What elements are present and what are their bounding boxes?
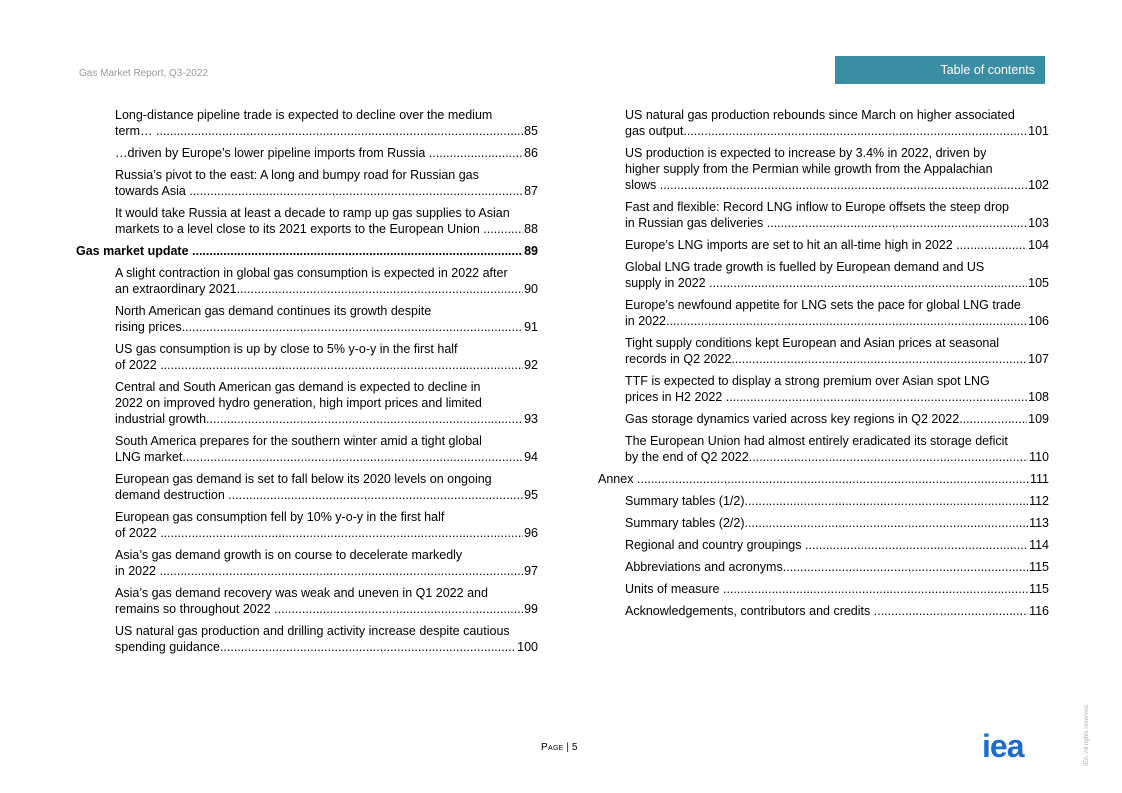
toc-entry-leader-line bbox=[625, 123, 1049, 139]
toc-entry-leader-line bbox=[625, 603, 1049, 619]
toc-entry[interactable] bbox=[76, 243, 538, 259]
toc-entry-leader-line bbox=[625, 581, 1049, 597]
toc-entry[interactable] bbox=[76, 547, 538, 579]
dot-leader bbox=[805, 537, 1028, 553]
toc-entry-title: by the end of Q2 2022 bbox=[625, 450, 749, 464]
dot-leader bbox=[683, 123, 1027, 139]
toc-entry-title: towards Asia bbox=[115, 184, 190, 198]
toc-entry-leader-line bbox=[115, 281, 538, 297]
toc-entry-title: Europe’s LNG imports are set to hit an all-time high in 2022 bbox=[625, 238, 957, 252]
toc-entry-title: Summary tables (2/2) bbox=[625, 516, 745, 530]
toc-entry[interactable] bbox=[598, 297, 1049, 329]
toc-entry[interactable] bbox=[598, 471, 1049, 487]
toc-entry-leader-line bbox=[625, 237, 1049, 253]
toc-entry-title: LNG market bbox=[115, 450, 183, 464]
toc-page-number: 104 bbox=[1028, 238, 1049, 252]
dot-leader bbox=[483, 221, 523, 237]
toc-page-number: 101 bbox=[1028, 124, 1049, 138]
toc-entry[interactable] bbox=[598, 107, 1049, 139]
toc-entry-title: markets to a level close to its 2021 exports to the European Union bbox=[115, 222, 484, 236]
toc-entry-leader-line bbox=[625, 313, 1049, 329]
dot-leader bbox=[723, 581, 1028, 597]
dot-leader bbox=[228, 487, 523, 503]
toc-page-number: 112 bbox=[1029, 494, 1049, 508]
toc-entry[interactable] bbox=[76, 379, 538, 427]
dot-leader bbox=[182, 449, 523, 465]
toc-entry-line: It would take Russia at least a decade to ramp up gas supplies to Asian bbox=[115, 206, 510, 220]
toc-entry-leader-line bbox=[115, 123, 538, 139]
toc-entry-line: Europe’s newfound appetite for LNG sets the pace for global LNG trade bbox=[625, 298, 1021, 312]
toc-entry-leader-line bbox=[115, 601, 538, 617]
toc-entry-line: A slight contraction in global gas consumption is expected in 2022 after bbox=[115, 266, 508, 280]
toc-entry-line: Russia’s pivot to the east: A long and bumpy road for Russian gas bbox=[115, 168, 479, 182]
dot-leader bbox=[637, 471, 1029, 487]
toc-entry-leader-line bbox=[625, 493, 1049, 509]
toc-entry[interactable] bbox=[76, 433, 538, 465]
toc-entry-line: European gas consumption fell by 10% y-o-y in the first half bbox=[115, 510, 445, 524]
toc-page-number: 94 bbox=[524, 450, 538, 464]
toc-entry-leader-line bbox=[625, 411, 1049, 427]
dot-leader bbox=[182, 319, 523, 335]
toc-entry[interactable] bbox=[598, 199, 1049, 231]
toc-entry[interactable] bbox=[598, 335, 1049, 367]
toc-entry-title: in 2022 bbox=[625, 314, 667, 328]
dot-leader bbox=[783, 559, 1028, 575]
toc-entry[interactable] bbox=[598, 537, 1049, 553]
toc-entry-title: of 2022 bbox=[115, 526, 161, 540]
toc-page-number: 95 bbox=[524, 488, 538, 502]
toc-entry-leader-line bbox=[115, 411, 538, 427]
toc-entry[interactable] bbox=[598, 603, 1049, 619]
toc-entry[interactable] bbox=[598, 145, 1049, 193]
toc-page-number: 96 bbox=[524, 526, 538, 540]
toc-entry[interactable] bbox=[598, 559, 1049, 575]
toc-entry-leader-line bbox=[76, 243, 538, 259]
toc-entry-leader-line bbox=[115, 221, 538, 237]
toc-entry-title: in 2022 bbox=[115, 564, 160, 578]
iea-logo-text: iea bbox=[982, 733, 1024, 761]
toc-entry-title: …driven by Europe’s lower pipeline imports from Russia bbox=[115, 146, 429, 160]
toc-entry-line: North American gas demand continues its growth despite bbox=[115, 304, 432, 318]
toc-entry-line: Asia’s gas demand recovery was weak and uneven in Q1 2022 and bbox=[115, 586, 488, 600]
toc-entry-leader-line bbox=[115, 449, 538, 465]
dot-leader bbox=[749, 449, 1028, 465]
toc-entry[interactable] bbox=[76, 471, 538, 503]
toc-entry-leader-line bbox=[598, 471, 1049, 487]
toc-entry-line: higher supply from the Permian while growth from the Appalachian bbox=[625, 162, 993, 176]
toc-entry-title: prices in H2 2022 bbox=[625, 390, 726, 404]
toc-page-number: 102 bbox=[1028, 178, 1049, 192]
toc-entry[interactable] bbox=[76, 341, 538, 373]
toc-entry-line: Asia’s gas demand growth is on course to decelerate markedly bbox=[115, 548, 463, 562]
toc-page-number: 100 bbox=[517, 640, 538, 654]
toc-entry-title: term… bbox=[115, 124, 156, 138]
toc-entry-title: Acknowledgements, contributors and credits bbox=[625, 604, 874, 618]
toc-entry-line: Tight supply conditions kept European and Asian prices at seasonal bbox=[625, 336, 1000, 350]
dot-leader bbox=[160, 525, 523, 541]
toc-entry[interactable] bbox=[598, 581, 1049, 597]
toc-entry-line: TTF is expected to display a strong premium over Asian spot LNG bbox=[625, 374, 990, 388]
toc-entry[interactable] bbox=[76, 509, 538, 541]
page-label: Page bbox=[541, 742, 564, 753]
toc-page-number: 103 bbox=[1028, 216, 1049, 230]
page-number-footer bbox=[541, 742, 577, 753]
toc-page-number: 86 bbox=[524, 146, 538, 160]
toc-page-number: 113 bbox=[1029, 516, 1049, 530]
page-number: 5 bbox=[571, 742, 578, 753]
toc-page-number: 110 bbox=[1029, 450, 1049, 464]
toc-entry[interactable] bbox=[76, 167, 538, 199]
toc-page-number: 85 bbox=[524, 124, 538, 138]
dot-leader bbox=[666, 313, 1027, 329]
toc-entry-title: records in Q2 2022 bbox=[625, 352, 732, 366]
toc-entry[interactable] bbox=[76, 145, 538, 161]
toc-entry-leader-line bbox=[115, 319, 538, 335]
toc-right-column bbox=[598, 107, 1049, 625]
toc-page-number: 115 bbox=[1029, 560, 1049, 574]
report-title: Gas Market Report, Q3-2022 bbox=[79, 68, 208, 79]
toc-entry-line: US natural gas production rebounds since March on higher associated bbox=[625, 108, 1015, 122]
toc-entry-title: remains so throughout 2022 bbox=[115, 602, 275, 616]
toc-entry-title: demand destruction bbox=[115, 488, 229, 502]
toc-entry[interactable] bbox=[76, 623, 538, 655]
toc-entry-title: Summary tables (1/2) bbox=[625, 494, 745, 508]
toc-entry[interactable] bbox=[598, 411, 1049, 427]
toc-entry-leader-line bbox=[115, 145, 538, 161]
toc-entry-leader-line bbox=[625, 449, 1049, 465]
toc-entry-line: Fast and flexible: Record LNG inflow to Europe offsets the steep drop bbox=[625, 200, 1010, 214]
dot-leader bbox=[874, 603, 1028, 619]
dot-leader bbox=[237, 281, 523, 297]
toc-entry-title: Gas market update bbox=[76, 244, 193, 258]
toc-entry-leader-line bbox=[115, 183, 538, 199]
iea-logo bbox=[982, 733, 1046, 766]
toc-entry-leader-line bbox=[625, 389, 1049, 405]
toc-entry-leader-line bbox=[625, 177, 1049, 193]
toc-page-number: 89 bbox=[524, 244, 538, 258]
section-badge: Table of contents bbox=[835, 56, 1045, 84]
dot-leader bbox=[956, 237, 1027, 253]
toc-entry-line: US production is expected to increase by 3.4% in 2022, driven by bbox=[625, 146, 987, 160]
toc-entry[interactable] bbox=[598, 515, 1049, 531]
toc-entry-title: rising prices bbox=[115, 320, 182, 334]
toc-page-number: 108 bbox=[1028, 390, 1049, 404]
dot-leader bbox=[206, 411, 523, 427]
toc-entry-title: Annex bbox=[598, 472, 637, 486]
toc-page-number: 107 bbox=[1028, 352, 1049, 366]
dot-leader bbox=[159, 563, 523, 579]
toc-page-number: 99 bbox=[524, 602, 538, 616]
rights-notice: IEA. All rights reserved. bbox=[1084, 703, 1090, 766]
toc-page-number: 91 bbox=[524, 320, 538, 334]
toc-page-number: 87 bbox=[524, 184, 538, 198]
toc-entry-title: Abbreviations and acronyms bbox=[625, 560, 783, 574]
toc-entry-line: Central and South American gas demand is expected to decline in bbox=[115, 380, 481, 394]
toc-page-number: 106 bbox=[1028, 314, 1049, 328]
toc-entry-leader-line bbox=[115, 487, 538, 503]
toc-entry[interactable] bbox=[76, 303, 538, 335]
iea-logo-mark bbox=[982, 733, 1046, 761]
toc-entry[interactable] bbox=[76, 205, 538, 237]
toc-entry-leader-line bbox=[115, 563, 538, 579]
toc-entry[interactable] bbox=[76, 585, 538, 617]
toc-entry-leader-line bbox=[625, 215, 1049, 231]
toc-entry-line: European gas demand is set to fall below its 2020 levels on ongoing bbox=[115, 472, 492, 486]
toc-page-number: 115 bbox=[1029, 582, 1049, 596]
dot-leader bbox=[726, 389, 1027, 405]
toc-entry-line: The European Union had almost entirely eradicated its storage deficit bbox=[625, 434, 1008, 448]
toc-page-number: 97 bbox=[524, 564, 538, 578]
dot-leader bbox=[156, 123, 523, 139]
toc-page-number: 114 bbox=[1029, 538, 1049, 552]
toc-entry-leader-line bbox=[115, 357, 538, 373]
toc-entry-title: industrial growth bbox=[115, 412, 207, 426]
toc-page-number: 90 bbox=[524, 282, 538, 296]
toc-entry[interactable] bbox=[76, 265, 538, 297]
toc-entry-title: spending guidance bbox=[115, 640, 220, 654]
toc-entry-title: Units of measure bbox=[625, 582, 723, 596]
dot-leader bbox=[744, 515, 1028, 531]
toc-page-number: 105 bbox=[1028, 276, 1049, 290]
toc-entry-title: Regional and country groupings bbox=[625, 538, 805, 552]
dot-leader bbox=[744, 493, 1028, 509]
toc-entry-title: slows bbox=[625, 178, 660, 192]
toc-page-number: 109 bbox=[1028, 412, 1049, 426]
toc-entry[interactable] bbox=[598, 433, 1049, 465]
toc-page-number: 116 bbox=[1029, 604, 1049, 618]
toc-entry-leader-line bbox=[625, 275, 1049, 291]
dot-leader bbox=[429, 145, 523, 161]
toc-entry-leader-line bbox=[625, 515, 1049, 531]
toc-entry[interactable] bbox=[598, 259, 1049, 291]
toc-entry-line: Global LNG trade growth is fuelled by European demand and US bbox=[625, 260, 985, 274]
dot-leader bbox=[709, 275, 1027, 291]
dot-leader bbox=[274, 601, 523, 617]
dot-leader bbox=[731, 351, 1027, 367]
page-separator: | bbox=[563, 742, 572, 753]
toc-entry[interactable] bbox=[598, 237, 1049, 253]
toc-entry-title: in Russian gas deliveries bbox=[625, 216, 767, 230]
dot-leader bbox=[660, 177, 1027, 193]
toc-left-column bbox=[76, 107, 538, 661]
toc-entry-leader-line bbox=[115, 639, 538, 655]
toc-entry-leader-line bbox=[625, 351, 1049, 367]
toc-page-number: 93 bbox=[524, 412, 538, 426]
dot-leader bbox=[959, 411, 1027, 427]
toc-entry-title: supply in 2022 bbox=[625, 276, 710, 290]
toc-entry-leader-line bbox=[115, 525, 538, 541]
toc-entry-line: 2022 on improved hydro generation, high import prices and limited bbox=[115, 396, 482, 410]
toc-page-number: 111 bbox=[1029, 472, 1049, 486]
toc-page-number: 88 bbox=[524, 222, 538, 236]
toc-page-number: 92 bbox=[524, 358, 538, 372]
dot-leader bbox=[160, 357, 523, 373]
toc-entry[interactable] bbox=[598, 373, 1049, 405]
toc-entry-line: Long-distance pipeline trade is expected to decline over the medium bbox=[115, 108, 493, 122]
toc-entry-title: an extraordinary 2021 bbox=[115, 282, 237, 296]
toc-entry-title: of 2022 bbox=[115, 358, 161, 372]
toc-entry-title: gas output bbox=[625, 124, 684, 138]
toc-entry-leader-line bbox=[625, 559, 1049, 575]
toc-entry-line: US gas consumption is up by close to 5% y-o-y in the first half bbox=[115, 342, 458, 356]
toc-entry[interactable] bbox=[76, 107, 538, 139]
toc-entry-line: South America prepares for the southern winter amid a tight global bbox=[115, 434, 482, 448]
dot-leader bbox=[220, 639, 516, 655]
dot-leader bbox=[189, 183, 523, 199]
dot-leader bbox=[767, 215, 1027, 231]
toc-entry-line: US natural gas production and drilling activity increase despite cautious bbox=[115, 624, 510, 638]
toc-entry[interactable] bbox=[598, 493, 1049, 509]
dot-leader bbox=[192, 243, 523, 259]
toc-entry-leader-line bbox=[625, 537, 1049, 553]
toc-entry-title: Gas storage dynamics varied across key regions in Q2 2022 bbox=[625, 412, 960, 426]
